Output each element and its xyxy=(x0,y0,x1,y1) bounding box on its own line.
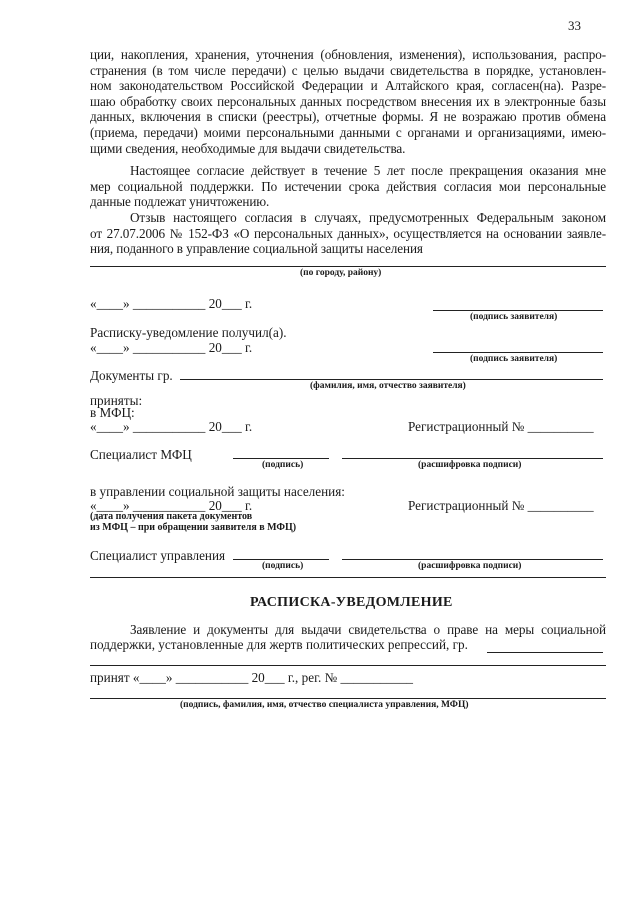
text-line: Заявление и документы для выдачи свидетельства о праве на меры социальной xyxy=(130,622,606,637)
signature-caption: (подпись заявителя) xyxy=(470,312,558,322)
text-line: Отзыв настоящего согласия в случаях, предусмотренных Федеральным законом xyxy=(130,210,606,225)
package-date-caption: из МФЦ – при обращении заявителя в МФЦ) xyxy=(90,522,297,533)
text-line: мер социальной поддержки. По истечении срока действия согласия мои персональные xyxy=(90,178,606,194)
applicant-name-field[interactable] xyxy=(180,379,603,380)
applicant-name-field[interactable] xyxy=(487,652,603,653)
signature-line[interactable] xyxy=(233,458,329,459)
documents-of-label: Документы гр. xyxy=(90,368,173,383)
date-field[interactable]: «____» ___________ 20___ г. xyxy=(90,340,253,355)
text-line: (приема, передачи) моими персональными данными с органами и организациями, имею- xyxy=(90,124,606,140)
mfc-specialist-label: Специалист МФЦ xyxy=(90,447,192,462)
by-city-caption: (по городу, району) xyxy=(300,268,382,278)
package-date-caption: (дата получения пакета документов xyxy=(90,511,253,522)
divider-line xyxy=(90,266,606,267)
signature-caption: (подпись) xyxy=(262,561,304,571)
signature-decode-caption: (расшифровка подписи) xyxy=(418,561,522,571)
signature-caption: (подпись заявителя) xyxy=(470,354,558,364)
signature-line[interactable] xyxy=(90,698,606,699)
text-line: ния, поданного в управление социальной защиты населения xyxy=(90,241,423,257)
in-social-label: в управлении социальной защиты населения: xyxy=(90,484,345,499)
signature-line[interactable] xyxy=(233,559,329,560)
text-line: странения (в том числе передачи) с целью выдачи свидетельства в порядке, установлен- xyxy=(90,62,606,78)
divider-line xyxy=(90,665,606,666)
text-line: от 27.07.2006 № 152-ФЗ «О персональных данных», осуществляется на основании заявле- xyxy=(90,225,606,241)
receipt-text-line: поддержки, установленные для жертв политических репрессий, гр. xyxy=(90,637,468,652)
text-line: ном законодательством Российской Федерации и Алтайского края, согласен(на). Разре- xyxy=(90,78,606,94)
signature-caption: (подпись) xyxy=(262,460,304,470)
registration-number-field[interactable]: Регистрационный № __________ xyxy=(408,498,594,513)
consent-paragraph-2 xyxy=(90,163,606,210)
text-line: щими сведения, необходимые для выдачи свидетельства. xyxy=(90,140,406,156)
consent-paragraph-3 xyxy=(90,210,606,257)
text-line: данные подлежат уничтожению. xyxy=(90,194,270,210)
signature-line[interactable] xyxy=(433,352,603,353)
date-field[interactable]: «____» ___________ 20___ г. xyxy=(90,498,253,513)
receipt-title: РАСПИСКА-УВЕДОМЛЕНИЕ xyxy=(250,595,453,610)
date-field[interactable]: «____» ___________ 20___ г. xyxy=(90,419,253,434)
signature-decode-caption: (расшифровка подписи) xyxy=(418,460,522,470)
date-field[interactable]: «____» ___________ 20___ г. xyxy=(90,296,253,311)
text-line: Настоящее согласие действует в течение 5 лет после прекращения оказания мне xyxy=(130,163,606,178)
text-line: данных, включения в списки (реестры), отчетные формы. Я не возражаю против обмена xyxy=(90,109,606,125)
consent-paragraph-1 xyxy=(90,47,606,156)
cut-line xyxy=(90,577,606,578)
applicant-name-caption: (фамилия, имя, отчество заявителя) xyxy=(310,381,466,391)
text-line: ции, накопления, хранения, уточнения (обновления, изменения), использования, распро- xyxy=(90,47,606,62)
signature-decode-line[interactable] xyxy=(342,559,603,560)
mgmt-specialist-label: Специалист управления xyxy=(90,548,226,563)
signature-decode-line[interactable] xyxy=(342,458,603,459)
text-line: шаю обработку своих персональных данных посредством внесения их в электронные базы xyxy=(90,93,606,109)
accepted-date-field[interactable]: принят «____» ___________ 20___ г., рег. № ___________ xyxy=(90,670,414,685)
in-mfc-label: в МФЦ: xyxy=(90,405,135,420)
signature-caption: (подпись, фамилия, имя, отчество специалиста управления, МФЦ) xyxy=(180,700,469,710)
registration-number-field[interactable]: Регистрационный № __________ xyxy=(408,419,594,434)
signature-line[interactable] xyxy=(433,310,603,311)
page-number: 33 xyxy=(568,18,581,33)
receipt-received-label: Расписку-уведомление получил(а). xyxy=(90,325,287,340)
receipt-paragraph xyxy=(90,622,606,638)
accepted-label: приняты: xyxy=(90,393,143,408)
